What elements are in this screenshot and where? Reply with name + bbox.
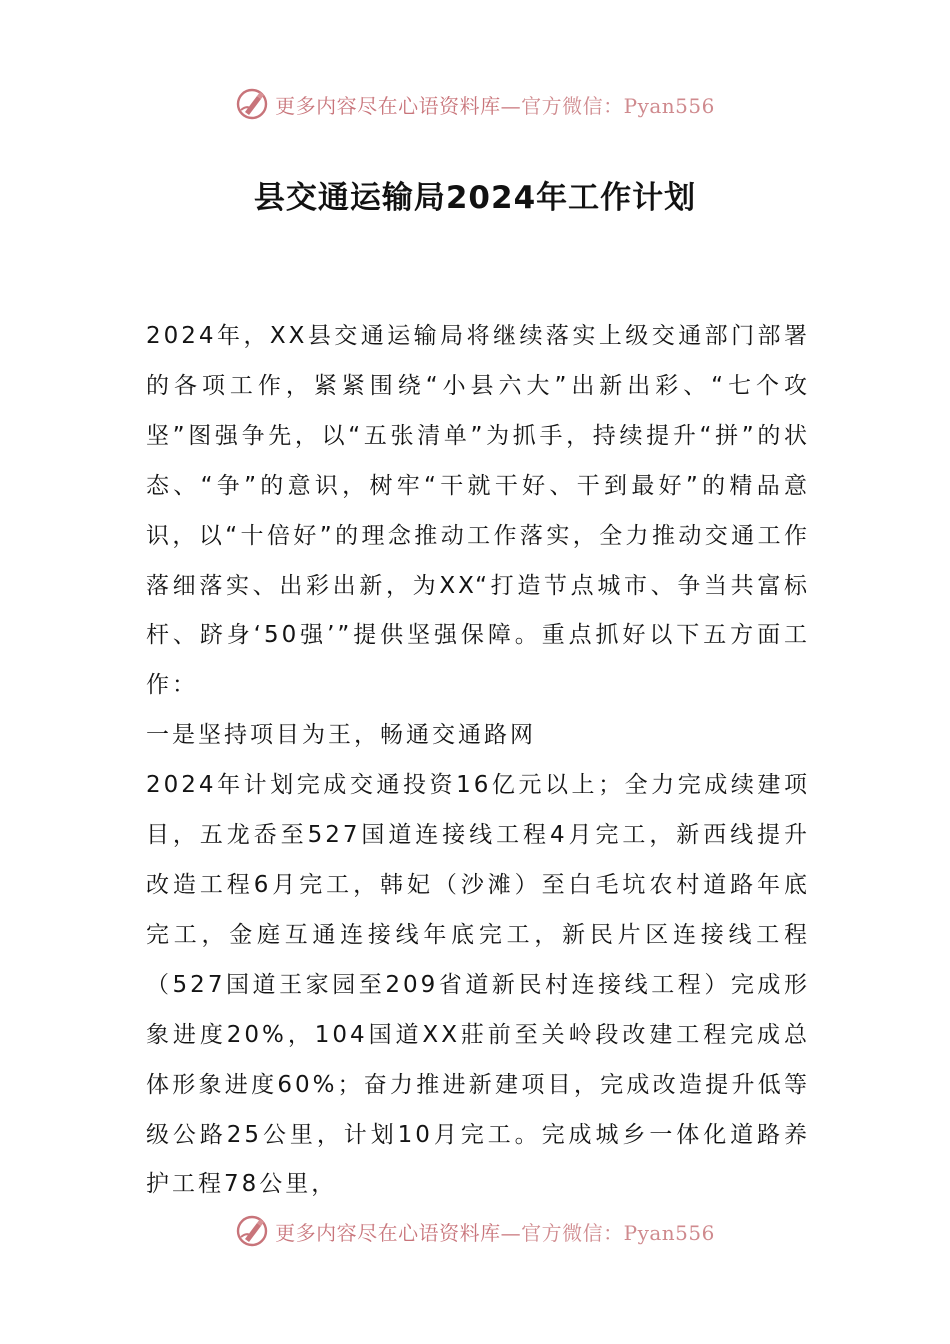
pen-nib-logo-icon [235, 1214, 269, 1248]
document-title: 县交通运输局2024年工作计划 [253, 180, 697, 216]
banner-contact: 官方微信：Pyan556 [521, 93, 715, 118]
banner-separator: — [500, 93, 522, 118]
banner-label: 更多内容尽在心语资料库 [275, 1220, 501, 1245]
banner-separator: — [500, 1220, 522, 1245]
pen-nib-logo-icon [235, 87, 269, 121]
document-body [146, 312, 810, 1210]
banner-contact: 官方微信：Pyan556 [521, 1220, 715, 1245]
banner-label: 更多内容尽在心语资料库 [275, 93, 501, 118]
paragraph-projects: 2024年计划完成交通投资16亿元以上；全力完成续建项目，五龙岙至527国道连接线工程4月完工，新西线提升改造工程6月完工，韩妃（沙滩）至白毛坑农村道路年底完工，金庭互通连接线年底完工，新民片区连接线工程（527国道王家园至209省道新民村连接线工程）完成形象进度20%，104国道XX莊前至关岭段改建工程完成总体形象进度60%；奋力推进新建项目，完成改造提升低等级公路25公里，计划10月完工。完成城乡一体化道路养护工程78公里， [146, 772, 810, 1198]
footer-banner [0, 1211, 950, 1251]
paragraph-heading-one: 一是坚持项目为王，畅通交通路网 [146, 722, 536, 749]
header-banner [0, 84, 950, 124]
paragraph-intro: 2024年，XX县交通运输局将继续落实上级交通部门部署的各项工作，紧紧围绕“小县六大”出新出彩、“七个攻坚”图强争先，以“五张清单”为抓手，持续提升“拼”的状态、“争”的意识，树牢“干就干好、干到最好”的精品意识，以“十倍好”的理念推动工作落实，全力推动交通工作落细落实、出彩出新，为XX“打造节点城市、争当共富标杆、跻身‘50强’”提供坚强保障。重点抓好以下五方面工作： [146, 323, 810, 699]
